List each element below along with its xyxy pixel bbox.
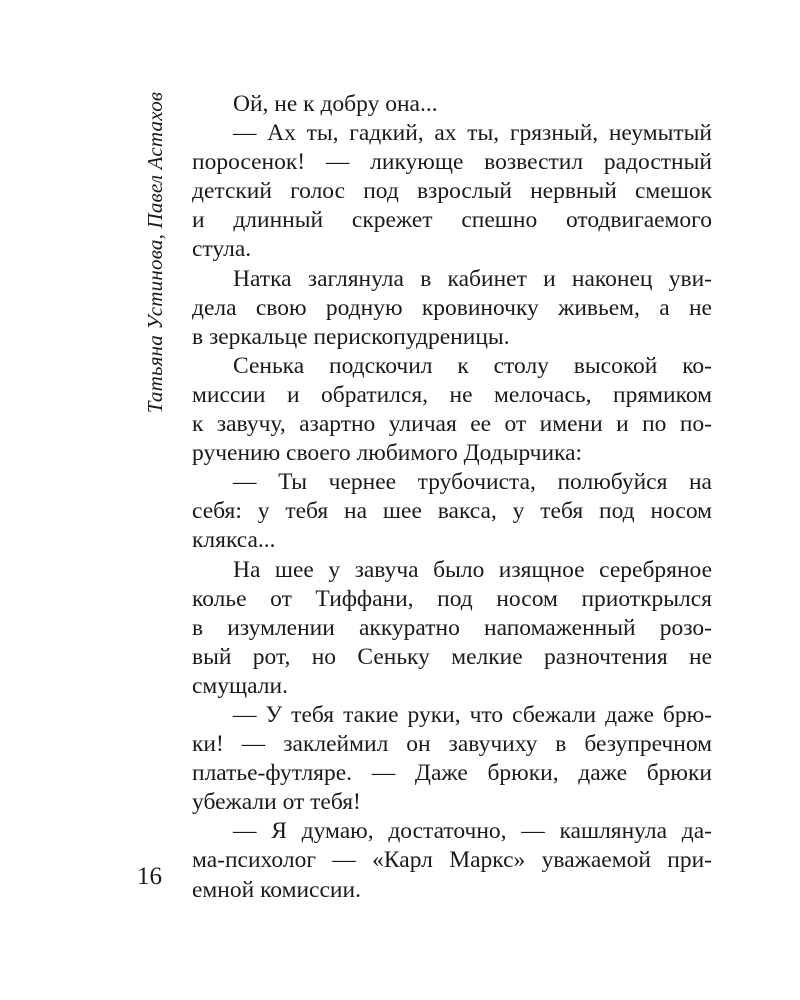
text-line: Сенька подскочил к столу высокой ко- (233, 352, 712, 379)
running-head-authors: Татьяна Устинова, Павел Астахов (143, 91, 168, 413)
text-line: дела свою родную кровиночку живьем, а не (192, 294, 712, 321)
text-line: миссии и обратился, не мелочась, прямиком (192, 381, 712, 408)
text-line: — Ты чернее трубочиста, полюбуйся на (233, 469, 712, 496)
text-line: — Ах ты, гадкий, ах ты, грязный, неумытый (233, 120, 712, 147)
running-head (136, 91, 176, 413)
text-line: детский голос под взрослый нервный смешок (192, 178, 712, 205)
text-line: ки! — заклеймил он завучиху в безупречном (192, 731, 712, 758)
text-line: в зеркальце перископудреницы. (192, 323, 510, 350)
text-line: колье от Тиффани, под носом приоткрылся (192, 585, 712, 612)
text-line: к завучу, азартно уличая ее от имени и по по- (192, 411, 712, 438)
text-line: На шее у завуча было изящное серебряное (233, 556, 712, 583)
text-line: платье-футляре. — Даже брюки, даже брюки (192, 760, 712, 787)
text-line: смущали. (192, 672, 288, 699)
text-line: — У тебя такие руки, что сбежали даже брю- (233, 701, 712, 728)
text-line: Ой, не к добру она... (233, 91, 438, 117)
text-line: вый рот, но Сеньку мелкие разночтения не (192, 643, 712, 670)
text-line: Натка заглянула в кабинет и наконец уви- (233, 265, 712, 292)
text-line: ручению своего любимого Додырчика: (192, 440, 583, 467)
text-line: поросенок! — ликующе возвестил радостный (192, 149, 712, 176)
text-line: и длинный скрежет спешно отодвигаемого (192, 207, 712, 234)
body-text (192, 90, 712, 905)
text-line: ма-психолог — «Карл Маркс» уважаемой при- (192, 847, 712, 874)
text-line: стула. (192, 236, 252, 263)
text-line: себя: у тебя на шее вакса, у тебя под носом (192, 498, 712, 525)
page-number: 16 (137, 863, 162, 890)
text-line: емной комиссии. (192, 876, 361, 903)
text-line: убежали от тебя! (192, 789, 361, 816)
text-line: в изумлении аккуратно напомаженный розо- (192, 614, 712, 641)
text-line: — Я думаю, достаточно, — кашлянула да- (233, 818, 712, 845)
text-line: клякса... (192, 527, 276, 554)
